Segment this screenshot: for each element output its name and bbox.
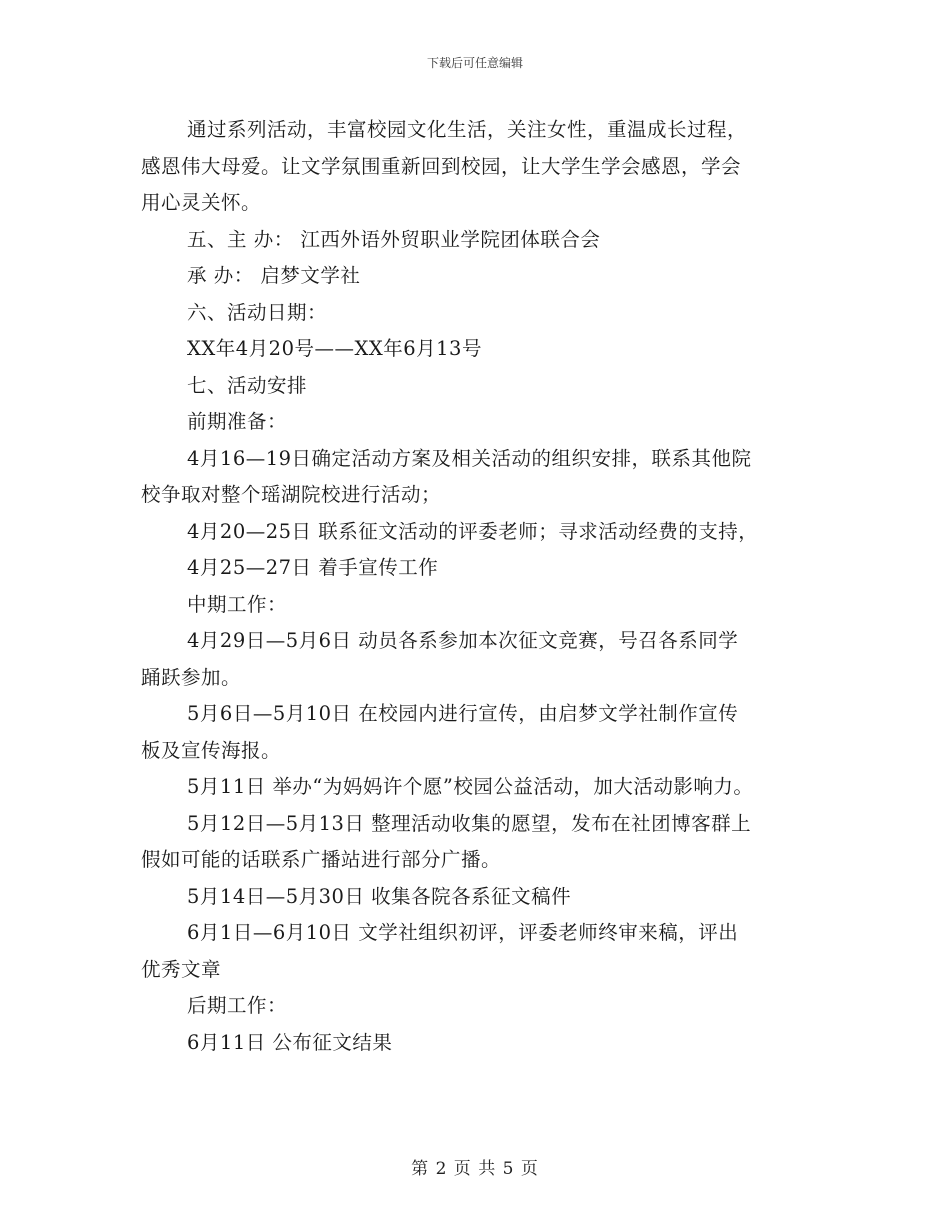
document-body [141,112,841,1061]
paragraph-line: 板及宣传海报。 [141,738,282,762]
paragraph-line: 中期工作： [187,592,288,616]
paragraph-line: 假如可能的话联系广播站进行部分广播。 [141,848,502,871]
paragraph-line: 承 办： 启梦文学社 [187,264,361,287]
paragraph-line: 六、活动日期： [187,300,328,324]
paragraph-line: 校争取对整个瑶湖院校进行活动； [141,483,442,506]
paragraph-line: 4月20—25日 联系征文活动的评委老师；寻求活动经费的支持， [187,519,759,543]
paragraph-line: 前期准备： [187,410,288,433]
paragraph-line: 用心灵关怀。 [141,191,262,214]
page-header: 下载后可任意编辑 [426,56,523,70]
paragraph-line: XX年4月20号——XX年6月13号 [187,337,482,360]
paragraph-line: 6月1日—6月10日 文学社组织初评，评委老师终审来稿，评出 [187,921,739,944]
paragraph-line: 优秀文章 [141,957,222,981]
paragraph-line: 6月11日 公布征文结果 [187,1030,393,1054]
paragraph-line: 通过系列活动，丰富校园文化生活，关注女性，重温成长过程， [187,118,748,141]
paragraph-line: 5月6日—5月10日 在校园内进行宣传，由启梦文学社制作宣传 [187,702,739,725]
page-footer: 第 2 页 共 5 页 [411,1159,539,1179]
paragraph-line: 七、活动安排 [187,373,308,397]
paragraph-line: 5月11日 举办“为妈妈许个愿”校园公益活动，加大活动影响力。 [187,775,754,798]
paragraph-line: 4月25—27日 着手宣传工作 [187,556,439,579]
paragraph-line: 五、主 办： 江西外语外贸职业学院团体联合会 [187,227,601,251]
paragraph-line: 4月29日—5月6日 动员各系参加本次征文竞赛，号召各系同学 [187,629,739,652]
paragraph-line: 5月14日—5月30日 收集各院各系征文稿件 [187,884,572,908]
paragraph-line: 4月16—19日确定活动方案及相关活动的组织安排，联系其他院 [187,446,752,470]
paragraph-line: 踊跃参加。 [141,665,242,689]
paragraph-line: 5月12日—5月13日 整理活动收集的愿望，发布在社团博客群上 [187,811,752,835]
paragraph-line: 感恩伟大母爱。让文学氛围重新回到校园，让大学生学会感恩，学会 [141,154,742,178]
paragraph-line: 后期工作： [187,994,288,1017]
